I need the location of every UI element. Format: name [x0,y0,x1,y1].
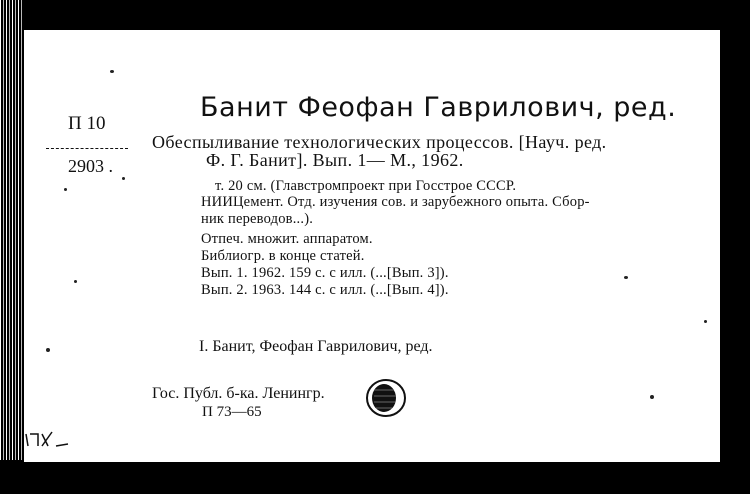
description-line: ник переводов...). [201,211,314,227]
scan-speck [64,188,67,191]
description-line: Библиогр. в конце статей. [201,248,365,264]
call-number-bottom: 2903 . [68,156,113,176]
description-line: Вып. 1. 1962. 159 с. с илл. (...[Вып. 3]). [201,265,449,281]
scan-speck [46,348,50,352]
call-number-top: П 10 [68,113,106,134]
title-line-2: Ф. Г. Банит]. Вып. 1— М., 1962. [206,150,464,170]
scan-speck [74,280,77,283]
handwritten-heading: Банит Феофан Гаврилович, ред. [200,92,677,123]
scan-speck [704,320,707,323]
scan-edge-stripe [0,0,24,460]
catalog-card [24,30,720,462]
description-line: НИИЦемент. Отд. изучения сов. и зарубежного опыта. Сбор- [201,194,590,210]
scan-speck [624,276,628,279]
description-line: Отпеч. множит. аппаратом. [201,231,373,247]
library-seal-stamp [364,376,408,420]
scan-speck [110,70,114,73]
title-line-1: Обеспыливание технологических процессов. [Науч. ред. [152,132,607,152]
scan-speck [122,177,125,180]
tracing-entry: I. Банит, Феофан Гаврилович, ред. [199,338,433,355]
scan-speck [650,395,654,399]
description-line: т. 20 см. (Главстромпроект при Госстрое СССР. [215,178,517,194]
call-number-divider [46,148,128,149]
handwritten-scribble [24,426,94,452]
library-stamp-line: Гос. Публ. б-ка. Ленингр. [152,385,325,402]
library-code-line: П 73—65 [202,404,262,420]
description-line: Вып. 2. 1963. 144 с. с илл. (...[Вып. 4]). [201,282,449,298]
